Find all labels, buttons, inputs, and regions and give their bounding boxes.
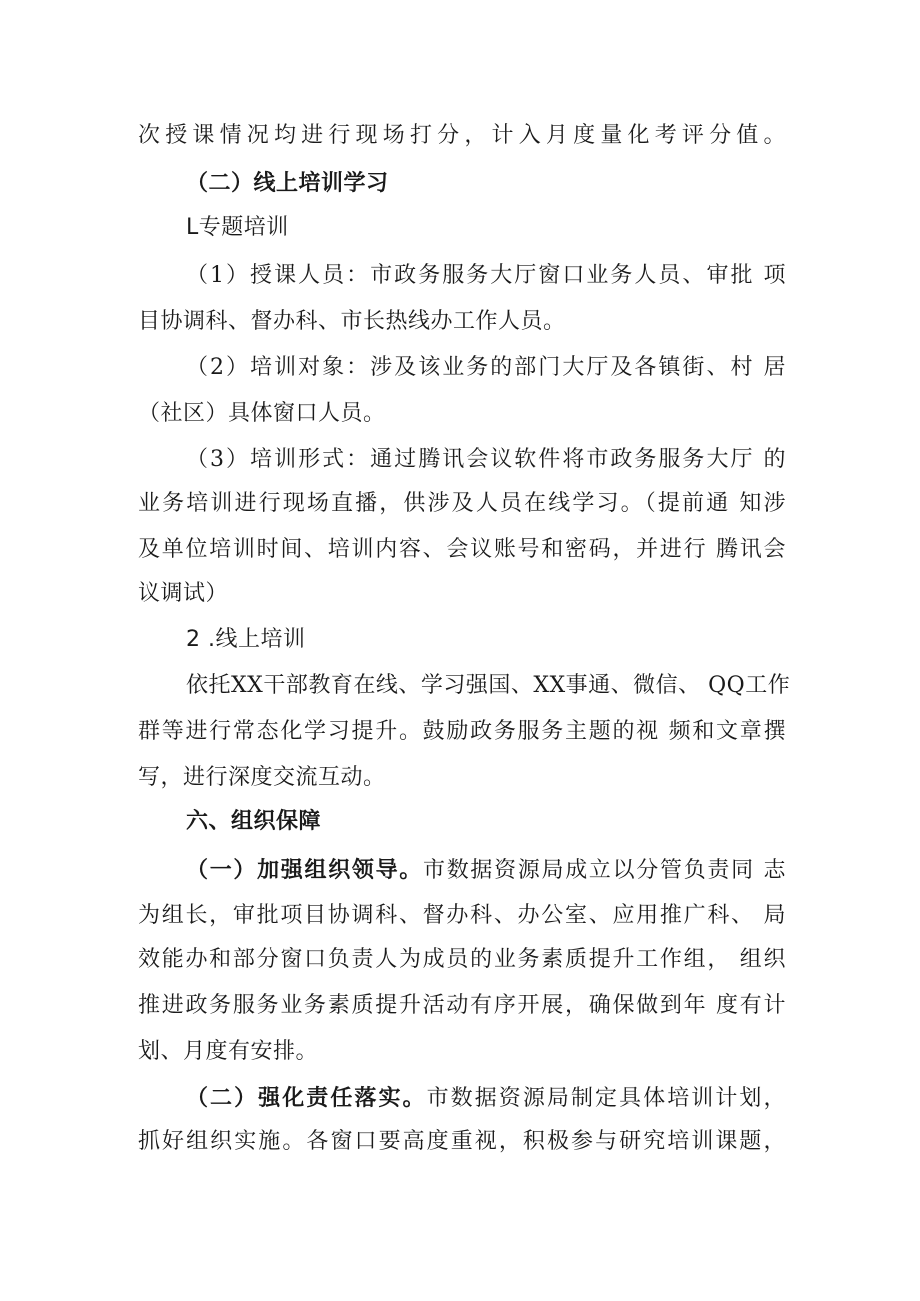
paragraph-line [186,856,786,885]
paragraph-line: 目协调科、督办科、市长热线办工作人员。 [138,309,566,334]
subsection-heading: 2 .线上培训 [186,627,306,652]
paragraph-line: （1）授课人员：市政务服务大厅窗口业务人员、审批 项 [186,263,786,288]
paragraph-line: 抓好组织实施。各窗口要高度重视，积极参与研究培训课题， [138,1129,786,1154]
paragraph-line: （3）培训形式：通过腾讯会议软件将市政务服务大厅 的 [186,447,786,472]
paragraph-lead: （一）加强组织领导。 [186,857,423,883]
paragraph-line: 群等进行常态化学习提升。鼓励政务服务主题的视 频和文章撰 [138,719,786,744]
paragraph-line: （社区）具体窗口人员。 [138,401,386,426]
paragraph-line: 效能办和部分窗口负责人为成员的业务素质提升工作组， 组织 [138,947,786,972]
paragraph-line: 为组长，审批项目协调科、督办科、办公室、应用推广科、 局 [138,903,786,928]
paragraph-line: 推进政务服务业务素质提升活动有序开展，确保做到年 度有计 [138,993,786,1018]
paragraph-text: 市数据资源局成立以分管负责同 志 [423,858,786,883]
paragraph-line: （2）培训对象：涉及该业务的部门大厅及各镇街、村 居 [186,355,786,380]
paragraph-line [186,1084,786,1113]
paragraph-line: 及单位培训时间、培训内容、会议账号和密码，并进行 腾讯会 [138,537,786,562]
paragraph-line: 依托XX干部教育在线、学习强国、XX事通、微信、 QQ工作 [186,673,791,698]
paragraph-line: 次授课情况均进行现场打分，计入月度量化考评分值。 [138,123,786,148]
paragraph-line: 写，进行深度交流互动。 [138,765,386,790]
paragraph-line: 划、月度有安排。 [138,1039,319,1064]
section-heading: （二）线上培训学习 [186,171,389,196]
paragraph-line: 议调试） [138,581,229,606]
subsection-heading: L专题培训 [186,215,289,240]
chapter-heading: 六、组织保障 [186,809,322,834]
paragraph-text: 市数据资源局制定具体培训计划， [426,1086,786,1111]
paragraph-line: 业务培训进行现场直播，供涉及人员在线学习。（提前通 知涉 [138,491,786,516]
paragraph-lead: （二）强化责任落实。 [186,1085,427,1111]
